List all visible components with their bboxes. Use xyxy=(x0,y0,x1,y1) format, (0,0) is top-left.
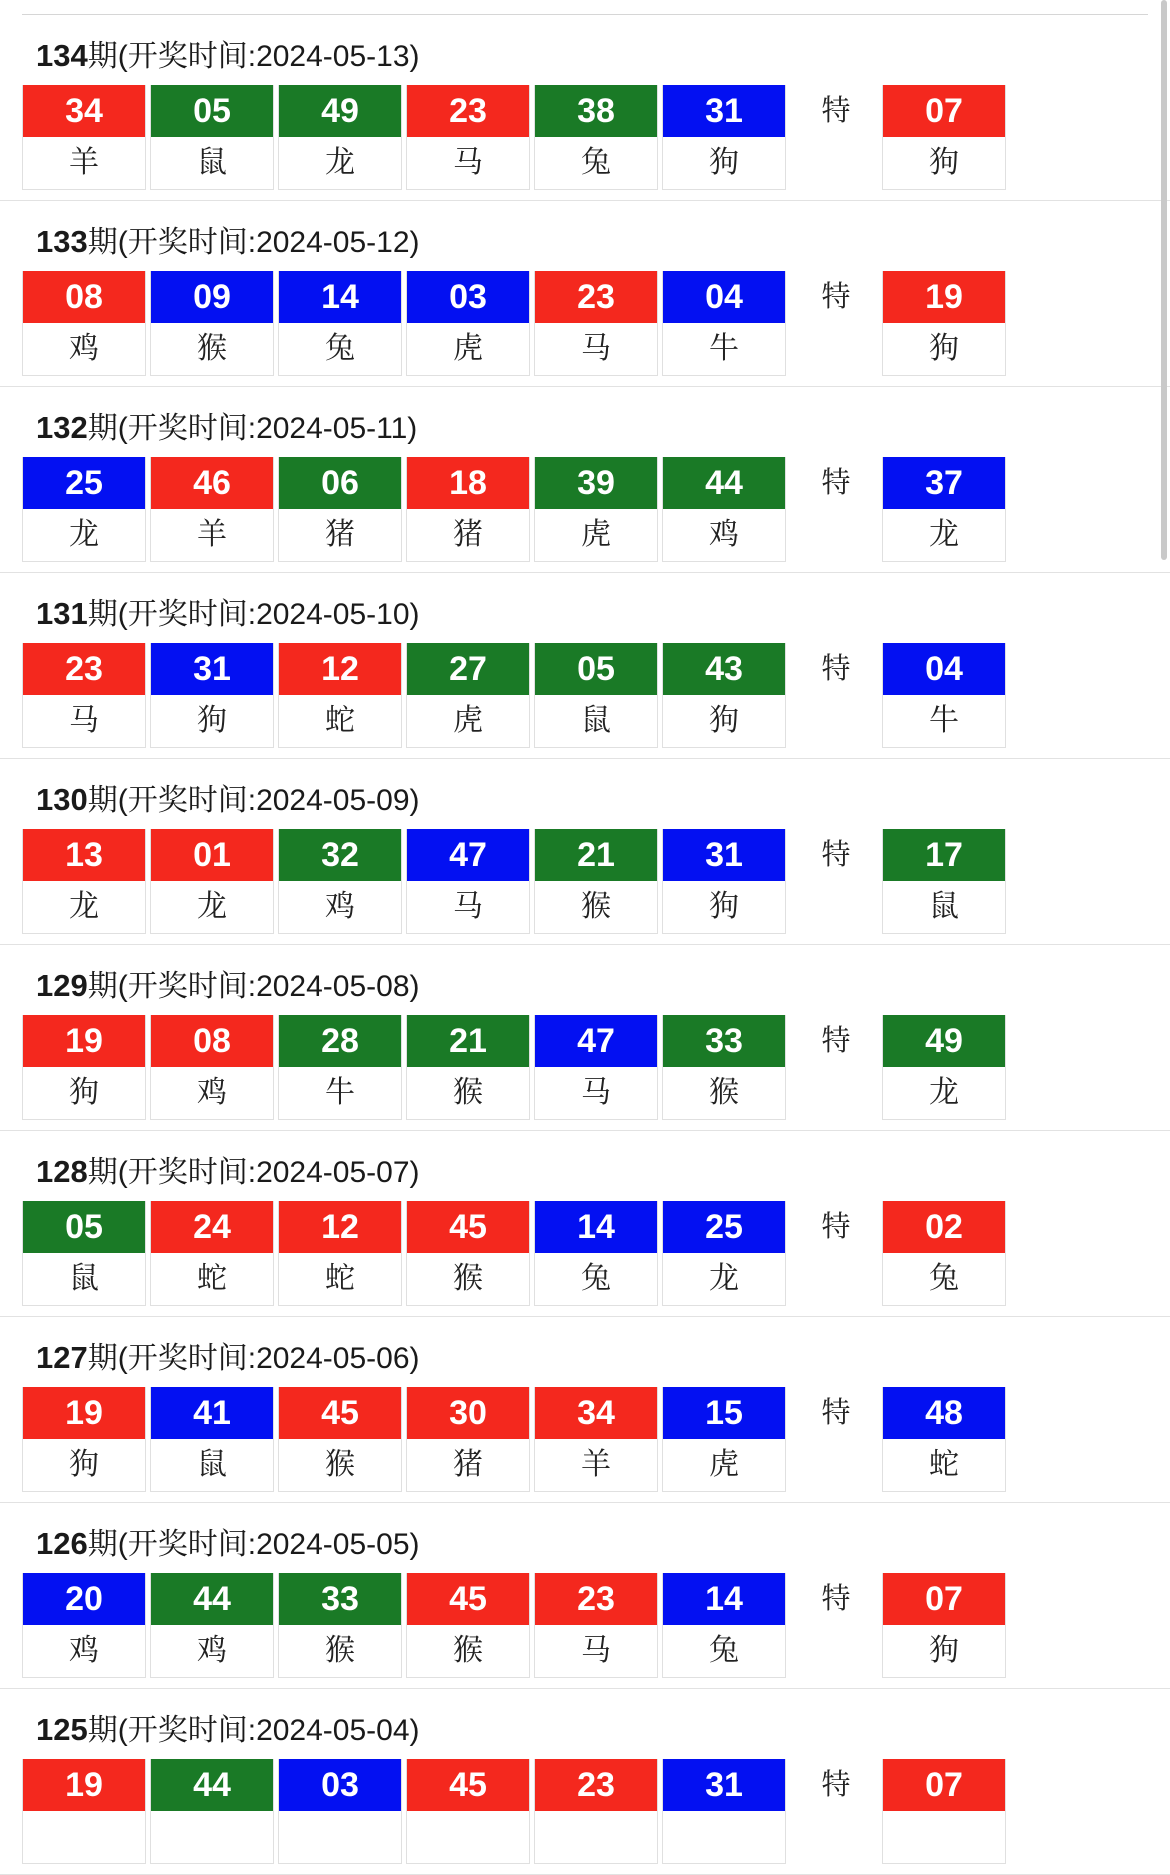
draw-title-suffix: ) xyxy=(409,1342,420,1375)
ball-zodiac: 狗 xyxy=(663,695,785,747)
ball-cell xyxy=(278,85,402,190)
draw-title xyxy=(0,1689,1170,1759)
draw-block xyxy=(0,945,1170,1131)
ball-number: 43 xyxy=(663,643,785,695)
ball-cell xyxy=(662,85,786,190)
ball-number: 14 xyxy=(279,271,401,323)
draw-title-prefix: 期(开奖时间: xyxy=(87,1156,257,1189)
ball-cell xyxy=(534,829,658,934)
ball-number: 32 xyxy=(279,829,401,881)
draw-block xyxy=(0,1689,1170,1875)
ball-zodiac: 猴 xyxy=(407,1625,529,1677)
draw-title xyxy=(0,1503,1170,1573)
ball-number: 34 xyxy=(535,1387,657,1439)
special-ball-label: 特 xyxy=(821,467,851,499)
special-ball-label: 特 xyxy=(821,1397,851,1429)
ball-number: 23 xyxy=(535,1759,657,1811)
ball-zodiac: 龙 xyxy=(23,881,145,933)
ball-zodiac: 狗 xyxy=(23,1067,145,1119)
draw-date: 2024-05-10 xyxy=(256,598,410,631)
draw-title xyxy=(0,1131,1170,1201)
ball-zodiac: 猴 xyxy=(663,1067,785,1119)
ball-zodiac: 狗 xyxy=(23,1439,145,1491)
draw-issue-number: 125 xyxy=(36,1712,88,1747)
draw-date: 2024-05-07 xyxy=(256,1156,410,1189)
draw-title xyxy=(0,387,1170,457)
draw-title xyxy=(0,15,1170,85)
ball-zodiac: 猴 xyxy=(279,1625,401,1677)
ball-cell xyxy=(406,1759,530,1864)
ball-cell xyxy=(662,1201,786,1306)
ball-cell xyxy=(150,1201,274,1306)
ball-zodiac: 猪 xyxy=(279,509,401,561)
ball-number: 03 xyxy=(279,1759,401,1811)
ball-cell xyxy=(662,457,786,562)
ball-number: 04 xyxy=(663,271,785,323)
draw-block xyxy=(0,201,1170,387)
ball-cell xyxy=(22,643,146,748)
ball-zodiac: 鼠 xyxy=(151,137,273,189)
ball-cell xyxy=(22,85,146,190)
ball-cell xyxy=(406,271,530,376)
ball-number: 45 xyxy=(407,1573,529,1625)
ball-cell xyxy=(534,1387,658,1492)
special-ball-zodiac: 狗 xyxy=(883,1625,1005,1677)
ball-zodiac: 猴 xyxy=(535,881,657,933)
draw-block xyxy=(0,1317,1170,1503)
ball-cell xyxy=(534,457,658,562)
ball-number: 05 xyxy=(23,1201,145,1253)
ball-cell xyxy=(278,457,402,562)
ball-cell xyxy=(150,829,274,934)
top-divider xyxy=(22,0,1148,15)
draw-block xyxy=(0,387,1170,573)
ball-number: 21 xyxy=(407,1015,529,1067)
ball-cell xyxy=(150,271,274,376)
balls-row xyxy=(0,1201,1170,1306)
ball-number: 06 xyxy=(279,457,401,509)
ball-zodiac: 鼠 xyxy=(535,695,657,747)
draw-title-prefix: 期(开奖时间: xyxy=(87,1342,257,1375)
ball-cell xyxy=(22,1759,146,1864)
ball-number: 45 xyxy=(279,1387,401,1439)
special-ball-cell xyxy=(882,1015,1006,1120)
draw-issue-number: 133 xyxy=(36,224,88,259)
ball-number: 05 xyxy=(535,643,657,695)
draw-title xyxy=(0,945,1170,1015)
draw-date: 2024-05-05 xyxy=(256,1528,410,1561)
ball-number: 23 xyxy=(535,271,657,323)
ball-cell xyxy=(534,85,658,190)
balls-row xyxy=(0,1015,1170,1120)
balls-row xyxy=(0,829,1170,934)
draw-issue-number: 132 xyxy=(36,410,88,445)
ball-zodiac: 牛 xyxy=(663,323,785,375)
special-ball-cell xyxy=(882,457,1006,562)
special-ball-number: 19 xyxy=(883,271,1005,323)
ball-zodiac: 龙 xyxy=(23,509,145,561)
ball-zodiac xyxy=(151,1811,273,1863)
ball-number: 34 xyxy=(23,85,145,137)
ball-zodiac xyxy=(535,1811,657,1863)
ball-zodiac: 马 xyxy=(407,881,529,933)
ball-zodiac: 马 xyxy=(407,137,529,189)
ball-number: 46 xyxy=(151,457,273,509)
ball-cell xyxy=(150,643,274,748)
ball-zodiac xyxy=(663,1811,785,1863)
draw-date: 2024-05-12 xyxy=(256,226,410,259)
vertical-scrollbar[interactable] xyxy=(1161,0,1167,560)
ball-cell xyxy=(150,457,274,562)
ball-cell xyxy=(406,1201,530,1306)
ball-cell xyxy=(150,85,274,190)
ball-cell xyxy=(662,1759,786,1864)
special-ball-cell xyxy=(882,643,1006,748)
ball-zodiac: 狗 xyxy=(663,137,785,189)
special-ball-label: 特 xyxy=(821,1211,851,1243)
ball-cell xyxy=(278,1387,402,1492)
ball-zodiac: 羊 xyxy=(23,137,145,189)
ball-cell xyxy=(278,1015,402,1120)
ball-cell xyxy=(662,1387,786,1492)
ball-zodiac: 虎 xyxy=(407,323,529,375)
draw-title-suffix: ) xyxy=(409,1156,420,1189)
draw-title-prefix: 期(开奖时间: xyxy=(87,412,257,445)
draw-title-suffix: ) xyxy=(409,1714,420,1747)
ball-zodiac: 蛇 xyxy=(279,1253,401,1305)
balls-row xyxy=(0,85,1170,190)
special-ball-zodiac: 狗 xyxy=(883,137,1005,189)
draw-title xyxy=(0,759,1170,829)
ball-cell xyxy=(278,1759,402,1864)
ball-cell xyxy=(150,1573,274,1678)
ball-zodiac: 兔 xyxy=(279,323,401,375)
ball-number: 01 xyxy=(151,829,273,881)
draw-issue-number: 127 xyxy=(36,1340,88,1375)
ball-number: 24 xyxy=(151,1201,273,1253)
special-ball-zodiac: 兔 xyxy=(883,1253,1005,1305)
ball-zodiac: 猴 xyxy=(407,1253,529,1305)
ball-number: 33 xyxy=(279,1573,401,1625)
special-ball-zodiac: 蛇 xyxy=(883,1439,1005,1491)
ball-zodiac: 虎 xyxy=(663,1439,785,1491)
draw-block xyxy=(0,1503,1170,1689)
special-ball-cell xyxy=(882,829,1006,934)
ball-zodiac: 龙 xyxy=(279,137,401,189)
draw-title xyxy=(0,1317,1170,1387)
draw-title-prefix: 期(开奖时间: xyxy=(87,1714,257,1747)
special-ball-cell xyxy=(882,1201,1006,1306)
ball-number: 19 xyxy=(23,1015,145,1067)
special-ball-number: 49 xyxy=(883,1015,1005,1067)
ball-zodiac: 狗 xyxy=(151,695,273,747)
special-ball-zodiac: 龙 xyxy=(883,509,1005,561)
ball-cell xyxy=(534,1201,658,1306)
ball-cell xyxy=(406,1015,530,1120)
ball-number: 23 xyxy=(407,85,529,137)
ball-zodiac: 猪 xyxy=(407,1439,529,1491)
draw-title-suffix: ) xyxy=(409,40,420,73)
ball-zodiac: 狗 xyxy=(663,881,785,933)
ball-zodiac xyxy=(407,1811,529,1863)
ball-number: 03 xyxy=(407,271,529,323)
balls-row xyxy=(0,1387,1170,1492)
special-ball-number: 02 xyxy=(883,1201,1005,1253)
draw-issue-number: 126 xyxy=(36,1526,88,1561)
draw-title-suffix: ) xyxy=(409,970,420,1003)
ball-number: 45 xyxy=(407,1201,529,1253)
special-ball-cell xyxy=(882,1759,1006,1864)
ball-number: 30 xyxy=(407,1387,529,1439)
special-ball-number: 07 xyxy=(883,1573,1005,1625)
special-ball-zodiac xyxy=(883,1811,1005,1863)
ball-zodiac: 兔 xyxy=(535,137,657,189)
special-ball-cell xyxy=(882,85,1006,190)
ball-zodiac: 马 xyxy=(535,1625,657,1677)
ball-cell xyxy=(534,1573,658,1678)
ball-cell xyxy=(662,1015,786,1120)
ball-number: 47 xyxy=(407,829,529,881)
ball-cell xyxy=(278,643,402,748)
ball-zodiac: 鸡 xyxy=(151,1067,273,1119)
ball-zodiac: 猪 xyxy=(407,509,529,561)
ball-number: 15 xyxy=(663,1387,785,1439)
ball-zodiac: 蛇 xyxy=(279,695,401,747)
ball-zodiac xyxy=(279,1811,401,1863)
special-ball-number: 48 xyxy=(883,1387,1005,1439)
ball-number: 05 xyxy=(151,85,273,137)
ball-cell xyxy=(22,271,146,376)
draw-title-suffix: ) xyxy=(409,598,420,631)
ball-number: 13 xyxy=(23,829,145,881)
draw-title-suffix: ) xyxy=(409,784,420,817)
ball-zodiac: 鸡 xyxy=(23,1625,145,1677)
draw-block xyxy=(0,573,1170,759)
ball-number: 18 xyxy=(407,457,529,509)
ball-cell xyxy=(534,1759,658,1864)
ball-cell xyxy=(22,1015,146,1120)
special-ball-number: 17 xyxy=(883,829,1005,881)
ball-cell xyxy=(278,271,402,376)
ball-number: 38 xyxy=(535,85,657,137)
special-ball-label: 特 xyxy=(821,1583,851,1615)
ball-zodiac: 鸡 xyxy=(663,509,785,561)
special-ball-number: 07 xyxy=(883,85,1005,137)
draw-title xyxy=(0,201,1170,271)
special-ball-label: 特 xyxy=(821,281,851,313)
ball-cell xyxy=(534,271,658,376)
ball-cell xyxy=(406,1387,530,1492)
ball-zodiac: 鼠 xyxy=(151,1439,273,1491)
ball-cell xyxy=(22,1387,146,1492)
special-ball-number: 37 xyxy=(883,457,1005,509)
special-ball-number: 07 xyxy=(883,1759,1005,1811)
ball-cell xyxy=(150,1015,274,1120)
ball-cell xyxy=(662,271,786,376)
ball-zodiac: 虎 xyxy=(407,695,529,747)
ball-cell xyxy=(662,829,786,934)
ball-zodiac: 马 xyxy=(535,1067,657,1119)
ball-cell xyxy=(662,643,786,748)
ball-number: 45 xyxy=(407,1759,529,1811)
special-ball-cell xyxy=(882,1573,1006,1678)
ball-zodiac: 鸡 xyxy=(279,881,401,933)
draw-issue-number: 130 xyxy=(36,782,88,817)
ball-number: 44 xyxy=(663,457,785,509)
ball-number: 27 xyxy=(407,643,529,695)
draw-date: 2024-05-08 xyxy=(256,970,410,1003)
ball-number: 44 xyxy=(151,1759,273,1811)
ball-number: 31 xyxy=(663,829,785,881)
draw-block xyxy=(0,15,1170,201)
ball-number: 41 xyxy=(151,1387,273,1439)
ball-number: 23 xyxy=(23,643,145,695)
ball-zodiac: 兔 xyxy=(535,1253,657,1305)
ball-number: 08 xyxy=(23,271,145,323)
ball-cell xyxy=(534,643,658,748)
special-ball-label: 特 xyxy=(821,653,851,685)
draw-title-prefix: 期(开奖时间: xyxy=(87,784,257,817)
ball-number: 12 xyxy=(279,1201,401,1253)
draw-title-prefix: 期(开奖时间: xyxy=(87,598,257,631)
draw-block xyxy=(0,1131,1170,1317)
draw-issue-number: 131 xyxy=(36,596,88,631)
ball-zodiac: 猴 xyxy=(279,1439,401,1491)
ball-number: 23 xyxy=(535,1573,657,1625)
draw-issue-number: 129 xyxy=(36,968,88,1003)
ball-zodiac: 猴 xyxy=(407,1067,529,1119)
ball-number: 33 xyxy=(663,1015,785,1067)
ball-number: 19 xyxy=(23,1387,145,1439)
balls-row xyxy=(0,271,1170,376)
draw-results-list xyxy=(0,15,1170,1875)
balls-row xyxy=(0,457,1170,562)
ball-zodiac: 鸡 xyxy=(23,323,145,375)
ball-number: 49 xyxy=(279,85,401,137)
draw-date: 2024-05-11 xyxy=(256,412,408,445)
ball-number: 12 xyxy=(279,643,401,695)
draw-issue-number: 134 xyxy=(36,38,88,73)
ball-cell xyxy=(278,829,402,934)
draw-date: 2024-05-13 xyxy=(256,40,410,73)
ball-number: 21 xyxy=(535,829,657,881)
ball-number: 31 xyxy=(663,85,785,137)
ball-cell xyxy=(406,1573,530,1678)
ball-cell xyxy=(406,457,530,562)
ball-cell xyxy=(22,457,146,562)
draw-date: 2024-05-04 xyxy=(256,1714,410,1747)
draw-title-suffix: ) xyxy=(409,1528,420,1561)
ball-cell xyxy=(22,829,146,934)
ball-cell xyxy=(534,1015,658,1120)
ball-cell xyxy=(662,1573,786,1678)
draw-title-prefix: 期(开奖时间: xyxy=(87,970,257,1003)
ball-number: 47 xyxy=(535,1015,657,1067)
ball-number: 44 xyxy=(151,1573,273,1625)
ball-number: 09 xyxy=(151,271,273,323)
ball-zodiac: 牛 xyxy=(279,1067,401,1119)
ball-number: 08 xyxy=(151,1015,273,1067)
special-ball-zodiac: 狗 xyxy=(883,323,1005,375)
draw-title-prefix: 期(开奖时间: xyxy=(87,40,257,73)
draw-title-prefix: 期(开奖时间: xyxy=(87,1528,257,1561)
balls-row xyxy=(0,1573,1170,1678)
ball-number: 19 xyxy=(23,1759,145,1811)
ball-zodiac: 马 xyxy=(23,695,145,747)
ball-number: 31 xyxy=(663,1759,785,1811)
special-ball-cell xyxy=(882,271,1006,376)
ball-number: 25 xyxy=(23,457,145,509)
ball-cell xyxy=(22,1573,146,1678)
ball-zodiac: 龙 xyxy=(663,1253,785,1305)
ball-zodiac: 兔 xyxy=(663,1625,785,1677)
ball-zodiac: 羊 xyxy=(535,1439,657,1491)
ball-zodiac: 鼠 xyxy=(23,1253,145,1305)
ball-cell xyxy=(406,643,530,748)
ball-number: 14 xyxy=(663,1573,785,1625)
special-ball-label: 特 xyxy=(821,1025,851,1057)
ball-cell xyxy=(150,1759,274,1864)
ball-zodiac: 鸡 xyxy=(151,1625,273,1677)
special-ball-label: 特 xyxy=(821,95,851,127)
special-ball-label: 特 xyxy=(821,839,851,871)
special-ball-number: 04 xyxy=(883,643,1005,695)
draw-issue-number: 128 xyxy=(36,1154,88,1189)
draw-block xyxy=(0,759,1170,945)
ball-cell xyxy=(278,1573,402,1678)
ball-zodiac: 龙 xyxy=(151,881,273,933)
draw-title-prefix: 期(开奖时间: xyxy=(87,226,257,259)
ball-number: 39 xyxy=(535,457,657,509)
ball-number: 28 xyxy=(279,1015,401,1067)
special-ball-zodiac: 牛 xyxy=(883,695,1005,747)
ball-zodiac: 虎 xyxy=(535,509,657,561)
ball-number: 31 xyxy=(151,643,273,695)
ball-number: 14 xyxy=(535,1201,657,1253)
ball-cell xyxy=(22,1201,146,1306)
ball-cell xyxy=(406,829,530,934)
special-ball-zodiac: 龙 xyxy=(883,1067,1005,1119)
draw-title-suffix: ) xyxy=(407,412,418,445)
ball-zodiac xyxy=(23,1811,145,1863)
ball-zodiac: 蛇 xyxy=(151,1253,273,1305)
ball-zodiac: 羊 xyxy=(151,509,273,561)
draw-title xyxy=(0,573,1170,643)
draw-date: 2024-05-09 xyxy=(256,784,410,817)
balls-row xyxy=(0,643,1170,748)
ball-cell xyxy=(406,85,530,190)
special-ball-zodiac: 鼠 xyxy=(883,881,1005,933)
special-ball-label: 特 xyxy=(821,1769,851,1801)
ball-number: 25 xyxy=(663,1201,785,1253)
special-ball-cell xyxy=(882,1387,1006,1492)
ball-zodiac: 马 xyxy=(535,323,657,375)
draw-date: 2024-05-06 xyxy=(256,1342,410,1375)
ball-cell xyxy=(278,1201,402,1306)
ball-cell xyxy=(150,1387,274,1492)
draw-title-suffix: ) xyxy=(409,226,420,259)
ball-zodiac: 猴 xyxy=(151,323,273,375)
balls-row xyxy=(0,1759,1170,1864)
ball-number: 20 xyxy=(23,1573,145,1625)
